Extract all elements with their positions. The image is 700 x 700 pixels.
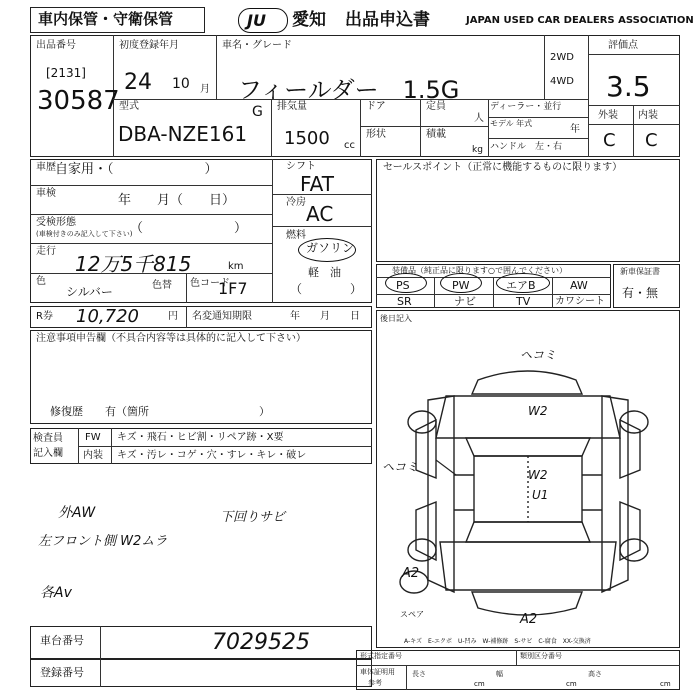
color-label: 色 <box>36 276 46 287</box>
rating-int-label: 内装 <box>638 110 658 121</box>
recycle-value: 10,720 <box>76 306 139 327</box>
mileage-value: 12万5千815 <box>75 252 192 276</box>
bottom-b5: 幅 <box>496 670 503 678</box>
inspector-int: 内装 <box>83 450 103 461</box>
type-label: 型式 <box>119 101 139 112</box>
form-note: (車検付きのみ記入して下さい) <box>36 230 133 238</box>
model-label: 車名・グレード <box>222 40 292 51</box>
dmg-a2-left: A2 <box>402 566 420 581</box>
color-num-label: 色替 <box>152 280 172 291</box>
name-change-date: 年 月 日 <box>290 311 360 322</box>
inspector-fw: FW <box>85 432 101 443</box>
header-tag-label: 車内保管・守衛保管 <box>38 10 174 28</box>
lot-label: 出品番号 <box>36 40 76 51</box>
type-value: DBA-NZE161 <box>118 122 248 146</box>
handle-label: ハンドル 左・右 <box>490 142 563 152</box>
dmg-a2-bottom: A2 <box>520 612 538 627</box>
circle-pw <box>440 273 482 293</box>
seats-unit: 人 <box>474 113 484 124</box>
ju-logo <box>238 8 288 33</box>
org-name: JAPAN USED CAR DEALERS ASSOCIATION <box>466 15 694 26</box>
load-label: 積載 <box>426 129 446 140</box>
bottom-b2: 類別区分番号 <box>520 652 562 660</box>
bottom-b1: 形式指定番号 <box>360 652 402 660</box>
inspector-label1: 検査員 <box>33 433 63 444</box>
equip-ps: PS <box>396 279 410 292</box>
warranty-label: 新車保証書 <box>620 267 660 276</box>
dmg-top: ヘコミ <box>520 348 557 362</box>
shape-label: 形状 <box>366 129 386 140</box>
equip-leather: カワシート <box>555 296 605 307</box>
form-title: 出品申込書 <box>345 10 430 30</box>
bottom-cm1: cm <box>474 680 485 688</box>
dmg-w2-hood: W2 <box>528 404 548 418</box>
bottom-cm2: cm <box>566 680 577 688</box>
model-year-label: モデル 年式 <box>490 119 533 128</box>
rating-score: 3.5 <box>606 70 651 103</box>
inspector-int-items: キズ・汚レ・コゲ・穴・すレ・キレ・破レ <box>117 450 307 461</box>
fuel-alt2: （ ） <box>290 282 363 296</box>
equipment-label: 装備品（純正品に限ります○で囲んでください） <box>392 266 567 275</box>
shift-value: FAT <box>300 172 335 196</box>
reg-year-label: 初度登録年月 <box>119 40 179 51</box>
dmg-w2-roof: W2 <box>528 468 548 482</box>
circle-airbag <box>496 273 550 293</box>
bottom-b3: 車体証明用 <box>360 668 395 676</box>
bottom-b6: 高さ <box>588 670 602 678</box>
inspector-fw-items: キズ・飛石・ヒビ割・リペア跡・X要 <box>117 432 284 443</box>
equip-sr: SR <box>397 295 412 308</box>
rating-int: C <box>645 130 658 151</box>
shift-label: シフト <box>286 161 316 172</box>
repair-label: 修復歴 有（箇所 ） <box>50 405 270 418</box>
reg-month-value: 10 <box>172 76 190 92</box>
aircon-value: AC <box>306 202 334 226</box>
spare-label: スペア <box>400 610 424 619</box>
type-suffix: G <box>252 104 263 120</box>
sales-label: セールスポイント（正常に機能するものに限ります） <box>383 162 623 173</box>
dmg-u1: U1 <box>532 488 549 502</box>
bottom-cm3: cm <box>660 680 671 688</box>
remark-line4: 下回りサビ <box>220 510 286 525</box>
reg-year-value: 24 <box>124 70 152 95</box>
rating-label: 評価点 <box>608 40 638 51</box>
recycle-label: R券 <box>36 311 53 322</box>
form-label: 受検形態 <box>36 217 76 228</box>
chassis-value: 7029525 <box>212 630 310 655</box>
drive-4wd: 4WD <box>550 76 574 87</box>
history-value: 自家用・（ ） <box>55 162 218 177</box>
bottom-ref: 参考 <box>368 679 382 687</box>
circle-ps <box>385 273 427 293</box>
model-value: フィールダー 1.5G <box>238 76 460 104</box>
reg-month-unit: 月 <box>200 84 210 95</box>
inspector-label2: 記入欄 <box>33 448 63 459</box>
chassis-label: 車台番号 <box>40 634 84 647</box>
disp-unit: cc <box>344 140 355 151</box>
bottom-b4: 長さ <box>412 670 426 678</box>
rating-ext-label: 外装 <box>598 110 618 121</box>
inspection-value: 年 月（ 日） <box>118 193 236 208</box>
equip-aw: AW <box>570 279 588 292</box>
fuel-alt: 軽 油 <box>308 266 341 279</box>
dealer-label: ディーラー・並行 <box>490 102 562 112</box>
fuel-label: 燃料 <box>286 230 306 241</box>
load-unit: kg <box>472 145 483 155</box>
disp-value: 1500 <box>284 128 330 149</box>
dmg-left: ヘコミ <box>382 460 419 474</box>
regno-label: 登録番号 <box>40 666 84 679</box>
remark-line2: 左フロント側 W2ムラ <box>38 534 168 549</box>
year-unit: 年 <box>570 124 580 135</box>
rating-ext: C <box>603 130 616 151</box>
recycle-unit: 円 <box>168 311 178 322</box>
color-value: シルバー <box>66 285 113 299</box>
aircon-label: 冷房 <box>286 197 306 208</box>
drive-2wd: 2WD <box>550 52 574 63</box>
equip-pw: PW <box>452 279 470 292</box>
fuel-value: ガソリン <box>306 241 355 255</box>
form-value: （ ） <box>130 221 248 236</box>
name-change-label: 名変通知期限 <box>192 311 252 322</box>
warranty-value: 有・無 <box>622 286 659 300</box>
equip-tv: TV <box>516 295 531 308</box>
remark-line3: 各Av <box>40 585 72 601</box>
equip-navi: ナビ <box>454 295 476 308</box>
seats-label: 定員 <box>426 101 446 112</box>
brand-label: 愛知 <box>292 10 326 30</box>
color-code: 1F7 <box>218 279 248 298</box>
ju-logo-text: JU <box>247 11 266 30</box>
diagram-legend: A-キズ E-エクボ U-凹み W-補修跡 S-サビ C-腐食 XX-交換済 <box>404 638 591 645</box>
disp-label: 排気量 <box>277 101 307 112</box>
equip-airbag: エアB <box>506 279 536 292</box>
inspection-label: 車検 <box>36 188 56 199</box>
lot-number: 30587 <box>37 86 120 116</box>
remark-line1: 外AW <box>58 505 96 521</box>
notes-label: 注意事項申告欄（不具合内容等は具体的に記入して下さい） <box>36 333 306 344</box>
history-label: 車歴 <box>36 162 56 173</box>
mileage-unit: km <box>228 261 244 272</box>
after-entry-label: 後日記入 <box>380 314 412 323</box>
color-code-label: 色コード <box>190 278 230 289</box>
mileage-label: 走行 <box>36 246 56 257</box>
lot-sub: [2131] <box>46 66 86 80</box>
bottom-right-box <box>356 650 680 690</box>
door-label: ドア <box>366 101 386 112</box>
sales-box <box>376 159 680 262</box>
